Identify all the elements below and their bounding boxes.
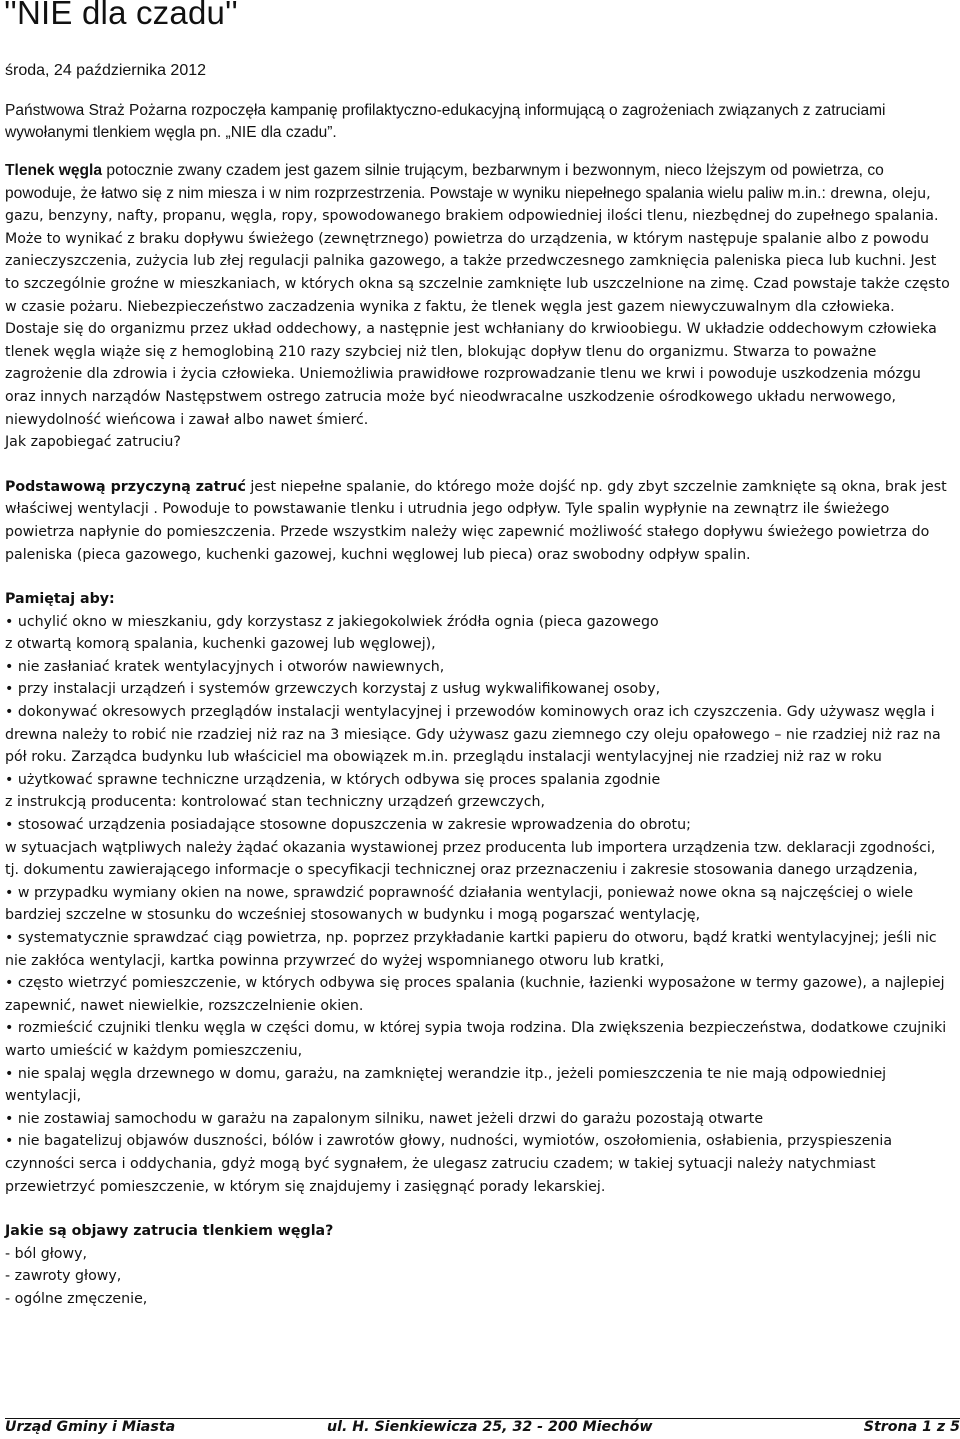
remember-heading [5, 588, 953, 611]
article-title: ''NIE dla czadu'' [4, 0, 239, 31]
bullet-list [5, 611, 953, 1198]
remember-label: Pamiętaj aby: [5, 591, 115, 608]
spacer [5, 566, 953, 588]
footer-office: Urząd Gminy i Miasta [5, 1419, 176, 1435]
list-item: • przy instalacji urządzeń i systemów grzewczych korzystaj z usług wykwalifikowanej osoby, [5, 681, 661, 698]
symptoms-heading [5, 1220, 953, 1243]
bold-term: Tlenek węgla [5, 162, 103, 179]
list-item: - zawroty głowy, [5, 1268, 122, 1285]
list-item: • rozmieścić czujniki tlenku węgla w części domu, w której sypia twoja rodzina. Dla zwiększenia bezpieczeństwa, dodatkowe czujniki warto umieścić w każdym pomieszczeniu, [5, 1020, 947, 1059]
symptoms-list [5, 1243, 953, 1311]
list-item: • nie spalaj węgla drzewnego w domu, garażu, na zamkniętej werandzie itp., jeżeli pomieszczenia te nie mają odpowiedniej wentylacji, [5, 1065, 887, 1105]
list-item: • systematycznie sprawdzać ciąg powietrza, np. poprzez przykładanie kartki papieru do otworu, bądź kratki wentylacyjnej; jeśli nic nie zakłóca wentylacji, kartka powinna przywrzeć do wyżej wspomnianego otworu lub kratki, [5, 930, 937, 969]
list-item: • nie zasłaniać kratek wentylacyjnych i otworów nawiewnych, [5, 658, 445, 675]
list-item: • często wietrzyć pomieszczenie, w których odbywa się proces spalania (kuchnie, łazienki wyposażone w termy gazowe), a najlepiej zapewnić, nawet niewielkie, rozszczelnienie okien. [5, 975, 945, 1014]
paragraph-rest: jest niepełne spalanie, do którego może dojść np. gdy zbyt szczelnie zamknięte są okna, brak jest właściwej wentylacji . Powoduje to powstawanie tlenku i utrudnia jego odpływ. Tyle spalin wypłynie na zewnątrz ile świeżego powietrza napłynie do pomieszczenia. Przede wszystkim należy więc zapewnić możliwość stałego dopływu świeżego powietrza do paleniska (pieca gazowego, kuchenki gazowej, kuchni węglowej lub pieca) oraz swobodny odpływ spalin. [5, 478, 947, 563]
list-item: - ból głowy, [5, 1245, 87, 1262]
list-item: z otwartą komorą spalania, kuchenki gazowej lub węglowej), [5, 636, 436, 653]
article-body [5, 160, 953, 1311]
list-item: w sytuacjach wątpliwych należy żądać okazania wystawionej przez producenta lub importera urządzenia tzw. deklaracji zgodności, tj. dokumentu zawierającego informacje o specyfikacji technicznej oraz przeznaczeniu i zakresie stosowania danego urządzenia, [5, 839, 936, 879]
list-item: - ogólne zmęczenie, [5, 1290, 148, 1307]
bold-term: Podstawową przyczyną zatruć [5, 478, 246, 495]
intro-paragraph: Państwowa Straż Pożarna rozpoczęła kampanię profilaktyczno-edukacyjną informującą o zagrożeniach związanych z zatruciami wywołanymi tlenkiem węgla pn. „NIE dla czadu”. [5, 102, 886, 141]
list-item: • w przypadku wymiany okien na nowe, sprawdzić poprawność działania wentylacji, ponieważ nowe okna są najczęściej o wiele bardziej szczelne w stosunku do wcześniej stosowanych w budynku i mogą pogarszać wentylację, [5, 884, 914, 924]
list-item: • dokonywać okresowych przeglądów instalacji wentylacyjnej i przewodów kominowych oraz ich czyszczenia. Gdy używasz węgla i drewna należy to robić nie rzadziej niż raz na 3 miesiące. Gdy używasz gazu ziemnego czy oleju opałowego – nie rzadziej niż raz na pół roku. Zarządca budynku lub właściciel ma obowiązek m.in. przeglądu instalacji wentylacyjnej nie rzadziej niż raz w roku [5, 704, 941, 766]
paragraph-rest: drewna, oleju, gazu, benzyny, nafty, propanu, węgla, ropy, spowodowanego brakiem odpowiedniej ilości tlenu, niezbędnej do zupełnego spalania. Może to wynikać z braku dopływu świeżego (zewnętrznego) powietrza do urządzenia, w którym następuje spalanie albo z powodu zanieczyszczenia, zużycia lub złej regulacji palnika gazowego, a także przedwczesnego zamknięcia paleniska pieca lub kuchni. Jest to szczególnie groźne w mieszkaniach, w których okna są szczelnie zamknięte lub uszczelnione na zimę. Czad powstaje także często w czasie pożaru. Niebezpieczeństwo zaczadzenia wynika z faktu, że tlenek węgla jest gazem niewyczuwalnym dla człowieka. Dostaje się do organizmu przez układ oddechowy, a następnie jest wchłaniany do krwioobiegu. W układzie oddechowym człowieka tlenek węgla wiąże się z hemoglobiną 210 razy szybciej niż tlen, blokując dopływ tlenu do organizmu. Stwarza to poważne zagrożenie dla zdrowia i życia człowieka. Uniemożliwia prawidłowe rozprowadzanie tlenu we krwi i powoduje uszkodzenia mózgu oraz innych narządów Następstwem ostrego zatrucia może być nieodwracalne uszkodzenie ośrodkowego układu nerwowego, niewydolność wieńcowa i zawał albo nawet śmierć. [5, 185, 950, 428]
paragraph-causes [5, 476, 953, 566]
paragraph-sans-part: potocznie zwany czadem jest gazem silnie trującym, bezbarwnym i bezwonnym, nieco lżejszym od powietrza, co powoduje, że łatwo się z nim miesza i w nim rozprzestrzenia. Powstaje w wyniku niepełnego spalania wielu paliw m.in.: [5, 162, 884, 202]
paragraph-carbon-monoxide [5, 160, 953, 431]
page-footer [5, 1418, 960, 1439]
list-item: • uchylić okno w mieszkaniu, gdy korzystasz z jakiegokolwiek źródła ognia (pieca gazowego [5, 613, 659, 630]
footer-address: ul. H. Sienkiewicza 25, 32 - 200 Miechów [327, 1419, 653, 1435]
list-item: z instrukcją producenta: kontrolować stan techniczny urządzeń grzewczych, [5, 794, 546, 811]
article-date: środa, 24 października 2012 [5, 62, 207, 79]
spacer [5, 454, 953, 476]
list-item: • nie bagatelizuj objawów duszności, bólów i zawrotów głowy, nudności, wymiotów, oszołomienia, osłabienia, przyspieszenia czynności serca i oddychania, gdyż mogą być sygnałem, że ulegasz zatruciu czadem; w takiej sytuacji należy natychmiast przewietrzyć pomieszczenie, w którym się znajdujemy i zasięgnąć porady lekarskiej. [5, 1133, 893, 1195]
list-item: • stosować urządzenia posiadające stosowne dopuszczenia w zakresie wprowadzenia do obrotu; [5, 817, 691, 834]
footer-page-number: Strona 1 z 5 [863, 1419, 960, 1435]
list-item: • użytkować sprawne techniczne urządzenia, w których odbywa się proces spalania zgodnie [5, 771, 661, 788]
question-heading: Jak zapobiegać zatruciu? [5, 434, 181, 451]
spacer [5, 1198, 953, 1220]
list-item: • nie zostawiaj samochodu w garażu na zapalonym silniku, nawet jeżeli drzwi do garażu pozostają otwarte [5, 1110, 764, 1127]
symptoms-label: Jakie są objawy zatrucia tlenkiem węgla? [5, 1223, 334, 1240]
